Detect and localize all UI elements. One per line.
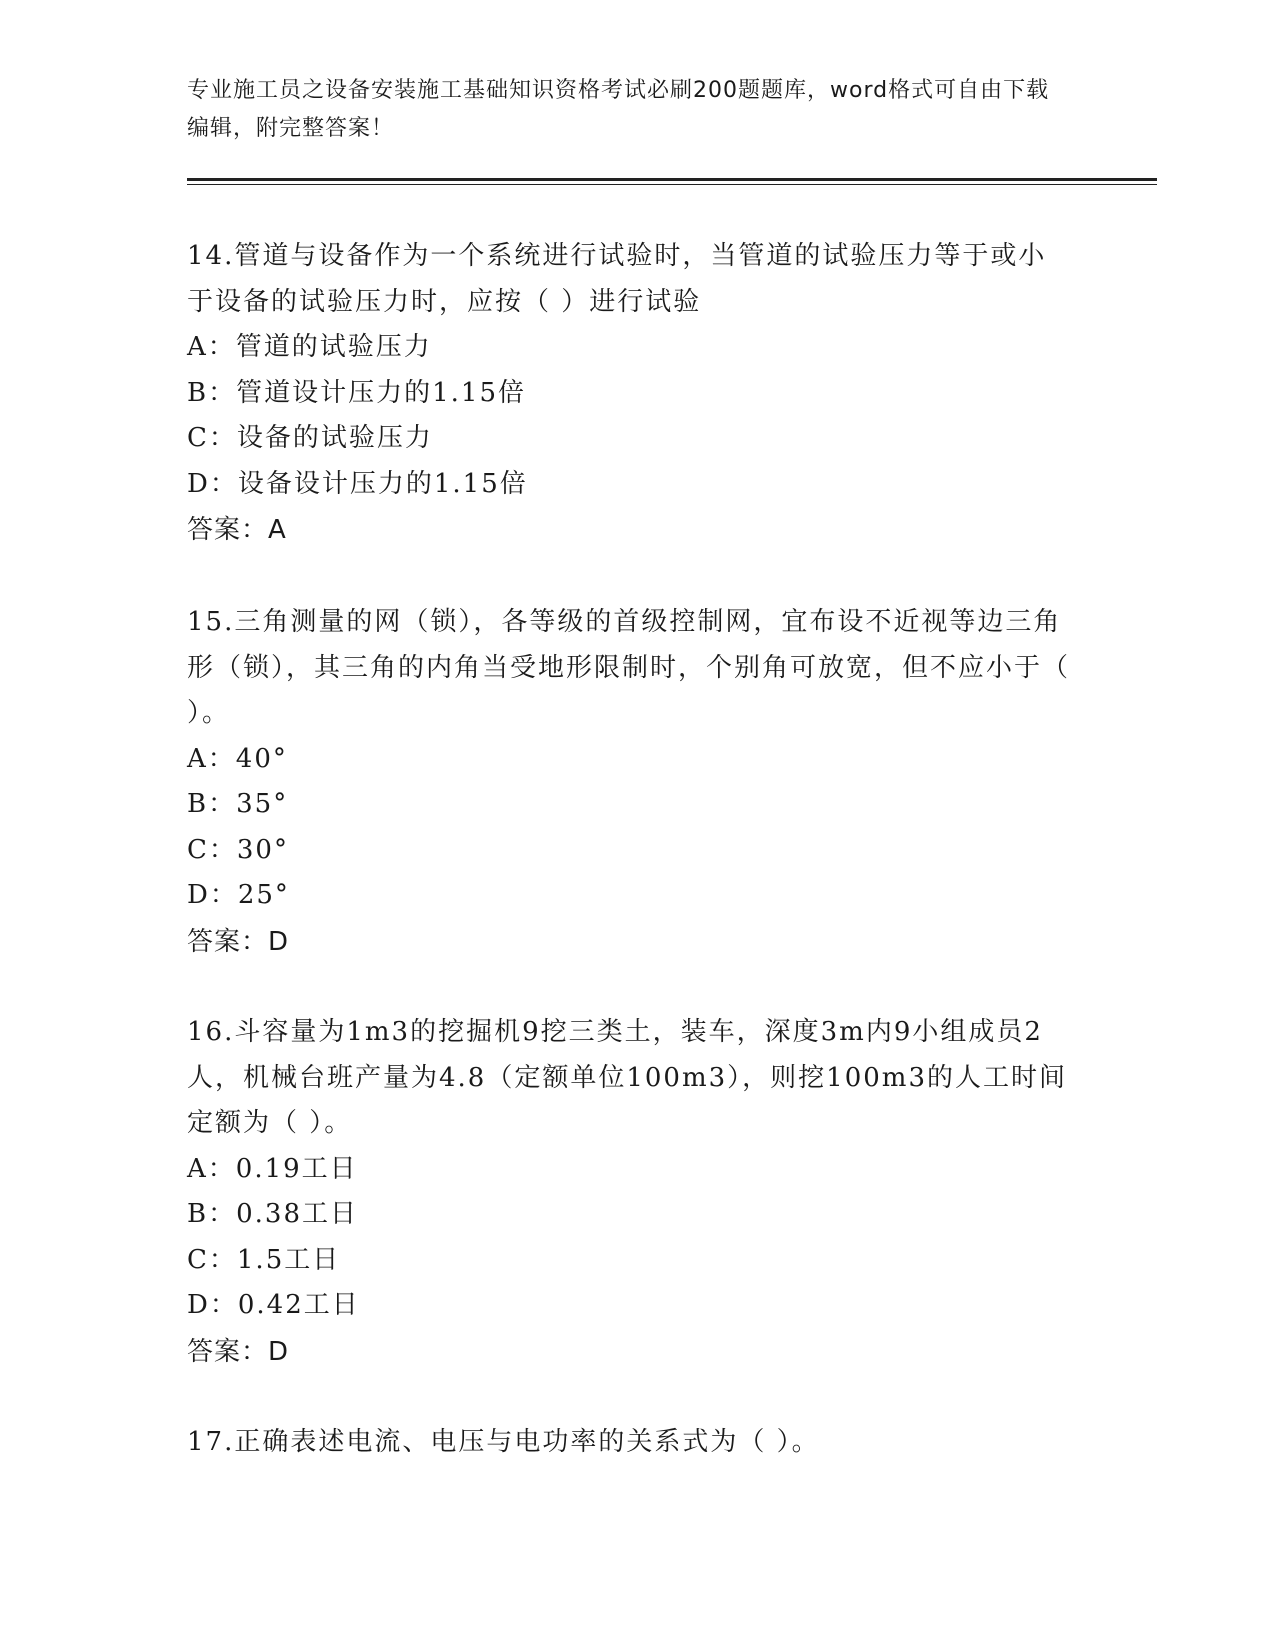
answer: 答案：D [187,926,290,957]
question-16 [187,1010,1072,1375]
document-header: 专业施工员之设备安装施工基础知识资格考试必刷200题题库，word格式可自由下载编辑，附完整答案！ [187,78,1050,141]
header-divider-thick [187,178,1157,181]
option-d: D：设备设计压力的1.15倍 [187,468,528,499]
question-stem: 15.三角测量的网（锁），各等级的首级控制网，宜布设不近视等边三角形（锁），其三角的内角当受地形限制时，个别角可放宽，但不应小于（ ）。 [187,607,1071,728]
option-b: B：管道设计压力的1.15倍 [187,377,526,408]
option-a: A：40° [187,743,288,774]
answer: 答案：A [187,515,287,545]
question-17 [187,1420,1072,1466]
question-stem: 14.管道与设备作为一个系统进行试验时，当管道的试验压力等于或小于设备的试验压力时，应按（ ）进行试验 [187,241,1047,317]
question-14 [187,234,1072,553]
option-d: D：0.42工日 [187,1290,360,1320]
option-a: A：0.19工日 [187,1153,358,1184]
question-stem: 17.正确表述电流、电压与电功率的关系式为（ ）。 [187,1427,820,1457]
option-d: D：25° [187,880,290,910]
answer: 答案：D [187,1336,290,1367]
header-divider-thin [187,184,1157,185]
option-b: B：35° [187,789,289,819]
option-a: A：管道的试验压力 [187,332,432,362]
option-b: B：0.38工日 [187,1199,358,1229]
option-c: C：设备的试验压力 [187,423,433,453]
question-15 [187,600,1072,965]
option-c: C：30° [187,834,289,865]
option-c: C：1.5工日 [187,1244,341,1275]
question-stem: 16.斗容量为1m3的挖掘机9挖三类土，装车，深度3m内9小组成员2人，机械台班产量为4.8（定额单位100m3），则挖100m3的人工时间定额为（ ）。 [187,1017,1067,1138]
